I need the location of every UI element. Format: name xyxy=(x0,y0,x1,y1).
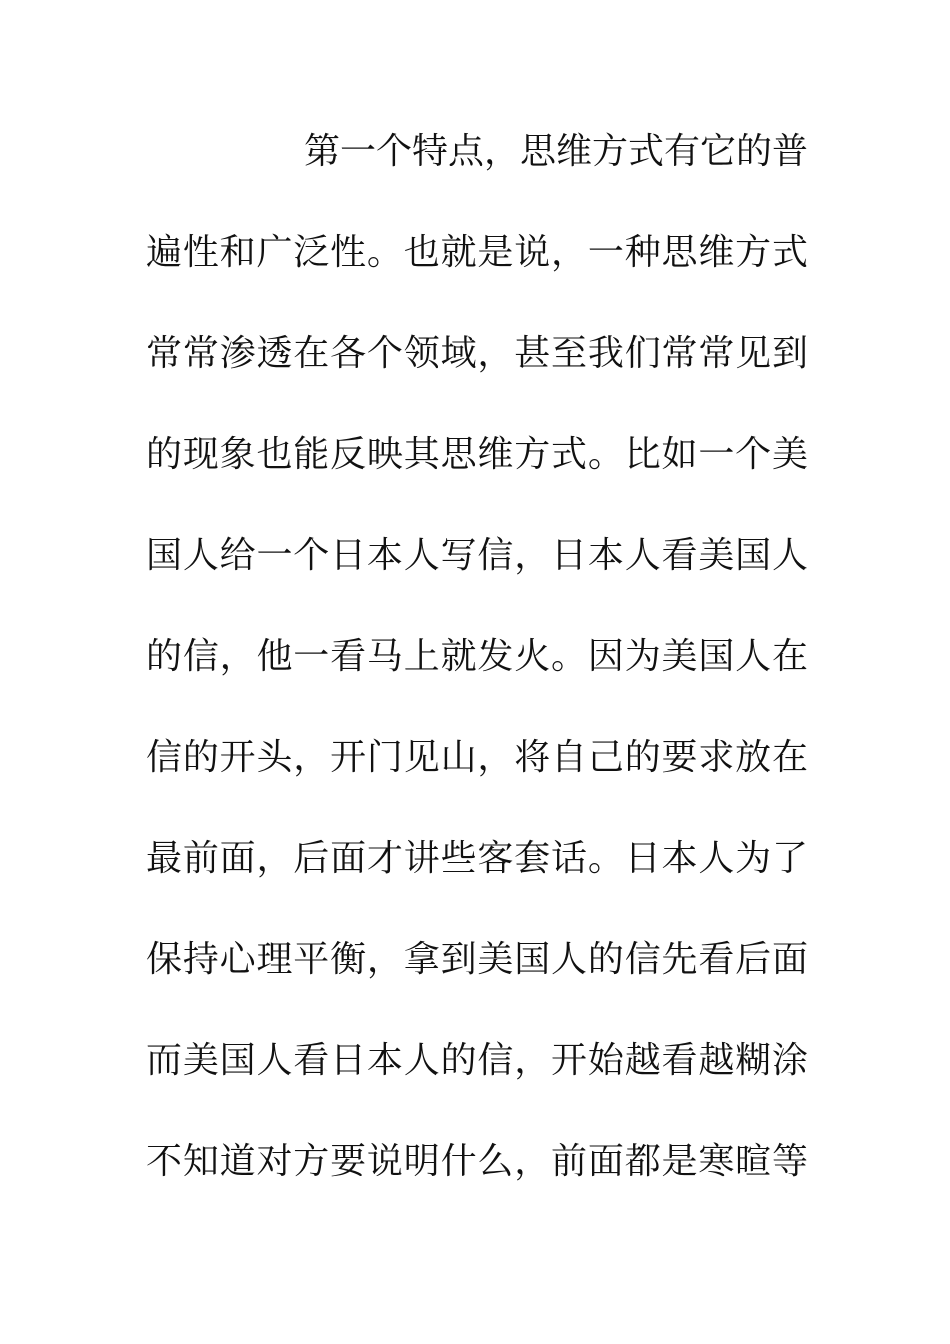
paragraph xyxy=(146,124,808,1235)
paragraph-line-5: 国人给一个日本人写信，日本人看美国人 xyxy=(146,535,808,576)
paragraph-line-6: 的信，他一看马上就发火。因为美国人在 xyxy=(146,636,808,677)
paragraph-line-3: 常常渗透在各个领域，甚至我们常常见到 xyxy=(146,333,808,374)
paragraph-line-8: 最前面，后面才讲些客套话。日本人为了 xyxy=(146,838,808,879)
paragraph-line-9: 保持心理平衡，拿到美国人的信先看后面 xyxy=(146,939,808,980)
paragraph-line-7: 信的开头，开门见山，将自己的要求放在 xyxy=(146,737,808,778)
paragraph-line-10: 而美国人看日本人的信，开始越看越糊涂 xyxy=(146,1040,808,1081)
paragraph-line-1: 第一个特点，思维方式有它的普 xyxy=(304,131,808,172)
paragraph-line-11: 不知道对方要说明什么，前面都是寒暄等 xyxy=(146,1141,808,1182)
paragraph-line-2: 遍性和广泛性。也就是说，一种思维方式 xyxy=(146,232,808,273)
paragraph-line-4: 的现象也能反映其思维方式。比如一个美 xyxy=(146,434,808,475)
